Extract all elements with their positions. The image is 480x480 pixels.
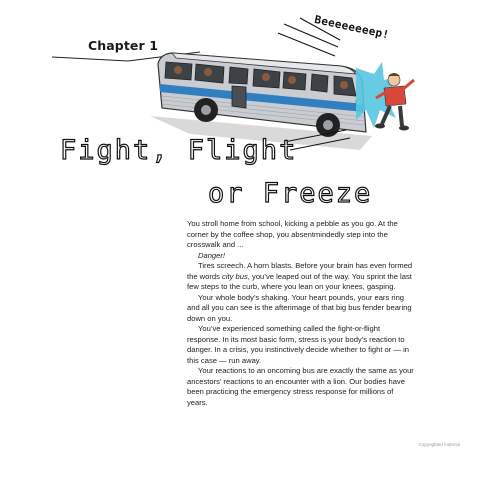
- chapter-rule-left: [52, 57, 128, 61]
- paragraph-1: You stroll home from school, kicking a pebble as you go. At the corner by the coffee shop, you absentmindedly step into the crosswalk and ...: [187, 219, 398, 249]
- paragraph-3-before: Tires screech. A horn blasts. Before your brain has even formed the words: [187, 261, 413, 281]
- chapter-body: [187, 219, 415, 408]
- danger-exclamation: Danger!: [198, 250, 226, 260]
- chapter-label: Chapter 1: [88, 38, 159, 53]
- chapter-title-line-2: or Freeze: [208, 178, 373, 209]
- paragraph-4: Your whole body’s shaking. Your heart pounds, your ears ring and all you can see is the afterimage of that big bus fender bearing down on you.: [187, 292, 412, 323]
- copyright-notice: Copyrighted material: [418, 442, 460, 447]
- paragraph-6: Your reactions to an oncoming bus are exactly the same as your ancestors’ reactions to an encounter with a lion. Our bodies have been practicing the emergency stress response for millions of years.: [187, 366, 414, 407]
- paragraph-3: [187, 261, 415, 293]
- chapter-title-line-1: Fight, Flight: [60, 135, 298, 166]
- paragraph-5: You’ve experienced something called the fight-or-flight response. In its most basic form, stress is your body’s reaction to danger. In a crisis, you instinctively decide whether to fight or — in this case — run away.: [187, 324, 410, 365]
- paragraph-2: [187, 251, 415, 262]
- horn-sound-effect: Beeeeeeeep!: [313, 13, 391, 42]
- paragraph-3-emphasis: city bus: [222, 271, 248, 281]
- paragraph-3-after: , you’ve leaped out of the way. You sprint the last few steps to the curb, where you lean on your knees, gasping.: [187, 271, 412, 291]
